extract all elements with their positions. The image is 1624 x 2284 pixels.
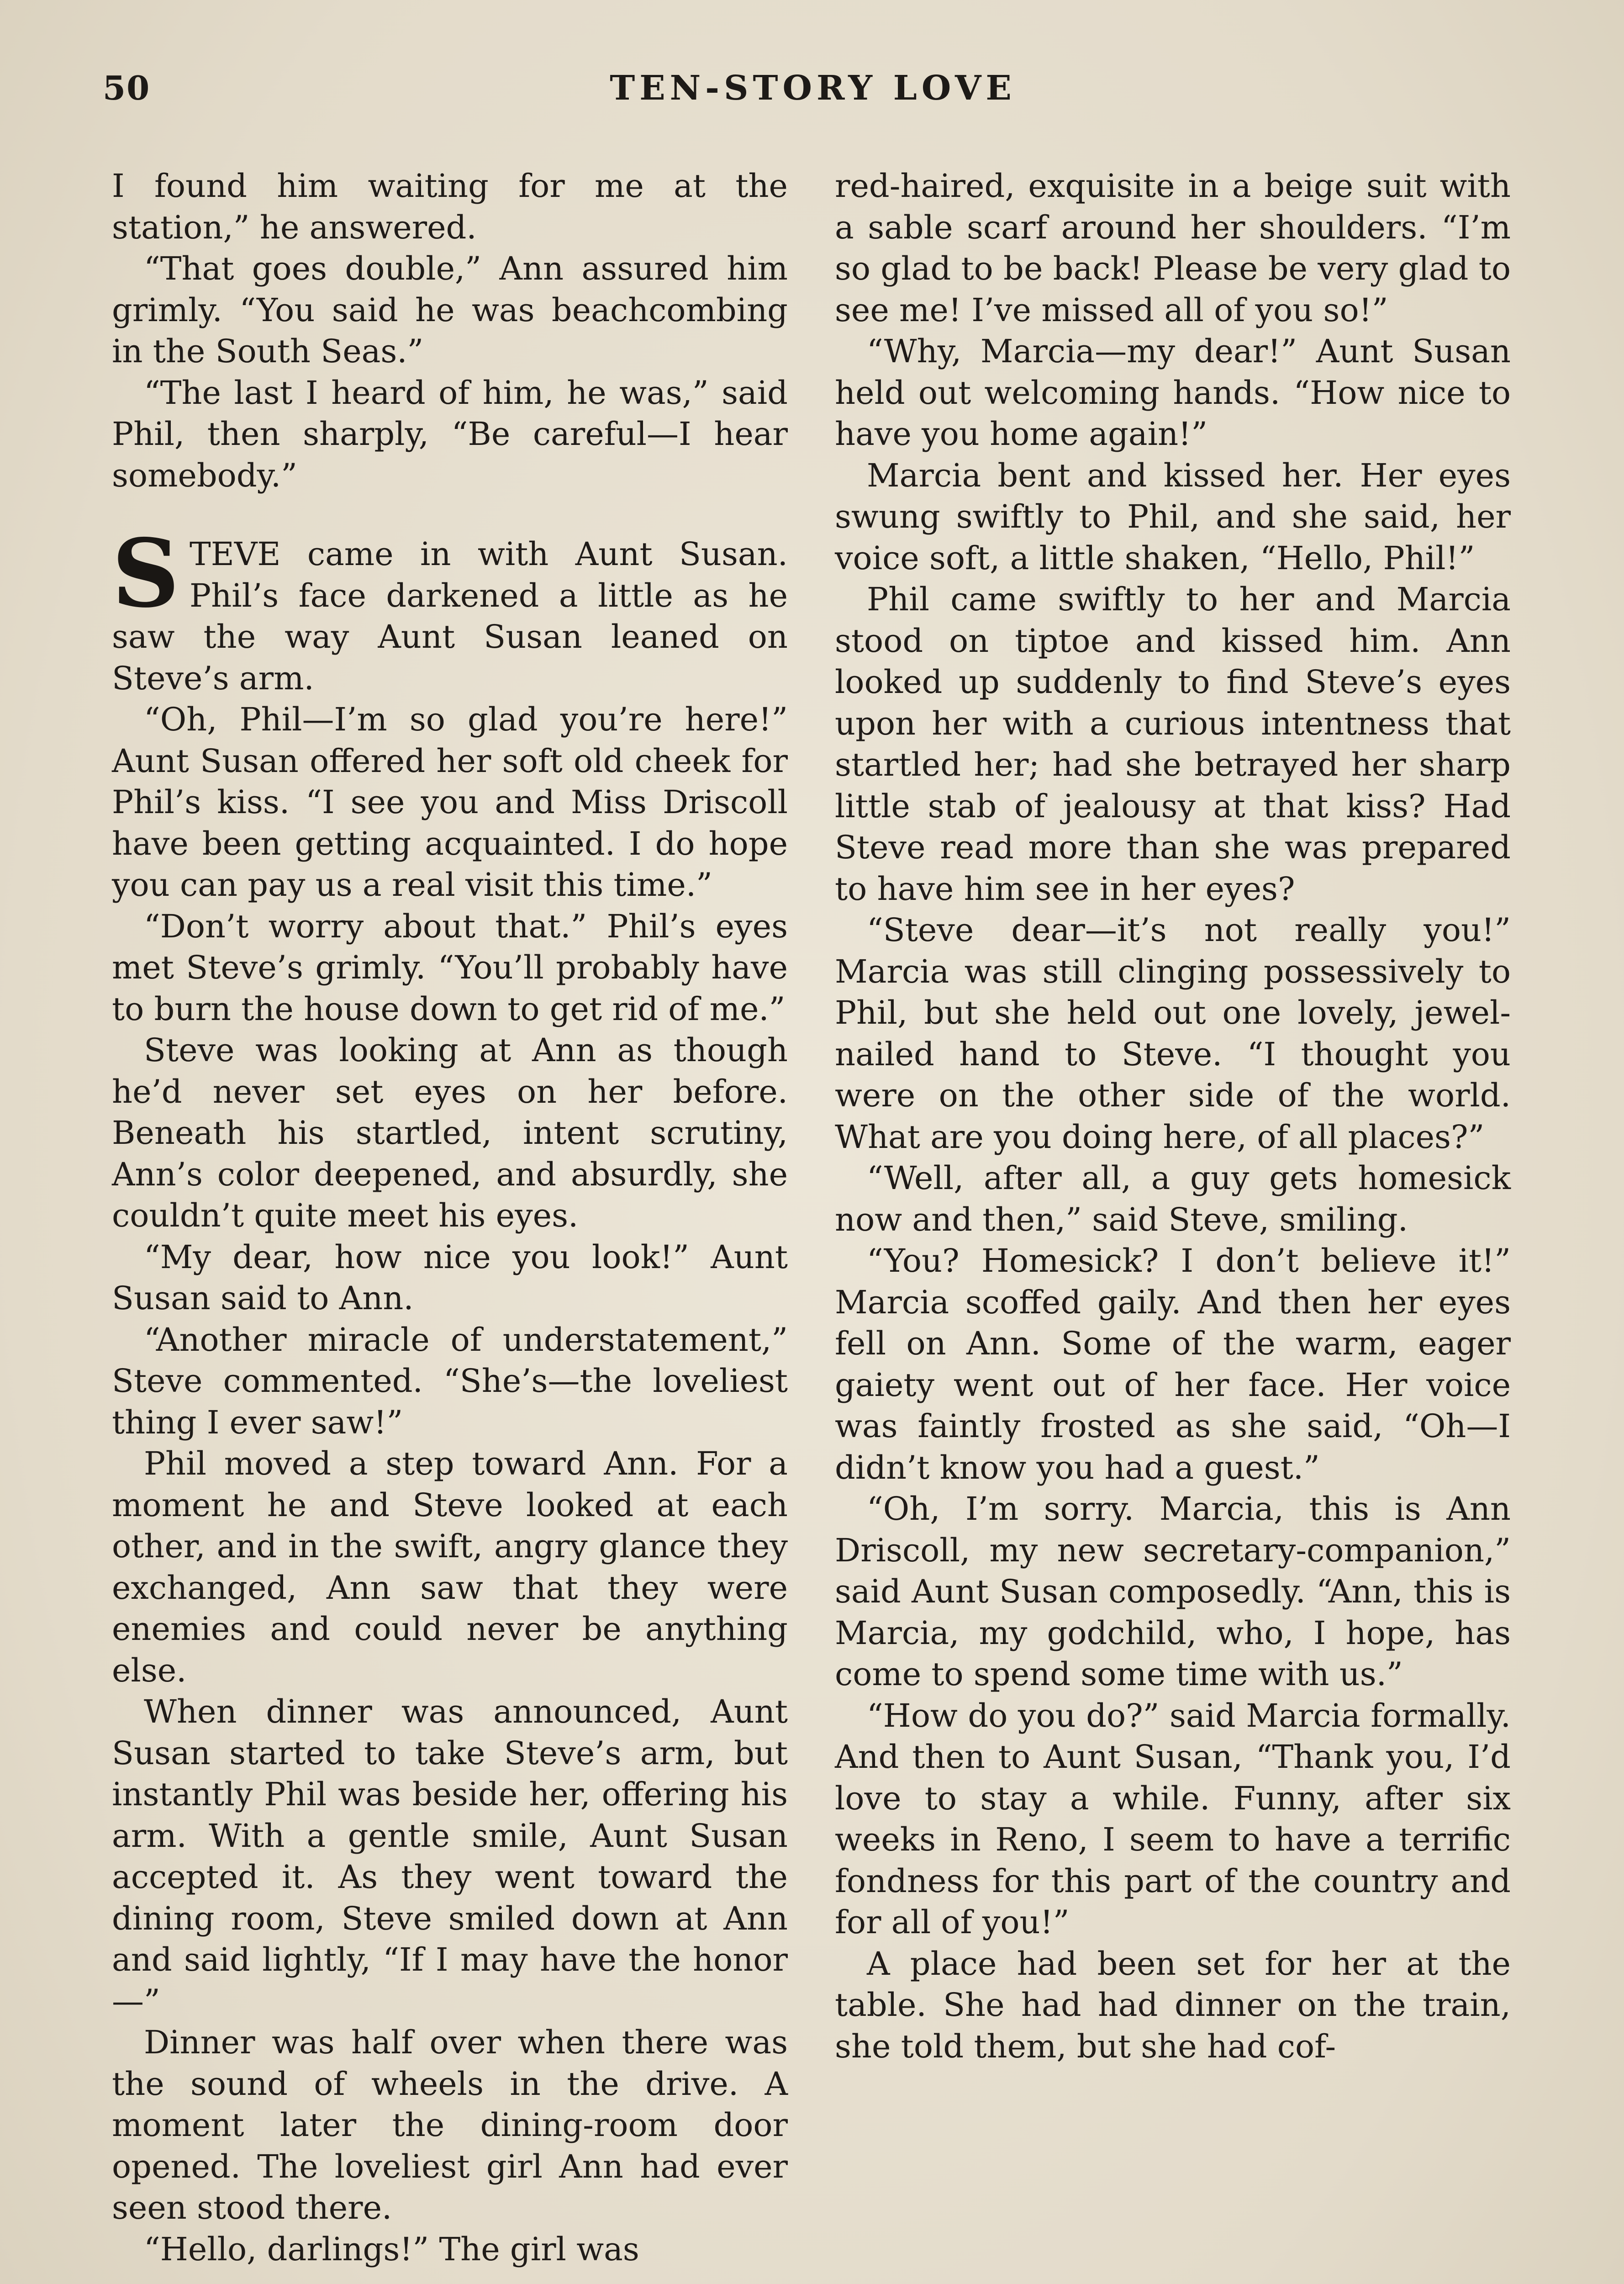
paragraph: “Hello, darlings!” The girl was — [144, 2230, 639, 2268]
paragraph: “The last I heard of him, he was,” said Phil, then sharply, “Be careful—I hear somebody.” — [112, 374, 788, 494]
drop-cap: S — [112, 519, 180, 629]
paragraph: “How do you do?” said Marcia formally. And then to Aunt Susan, “Thank you, I’d love to stay a while. Funny, after six weeks in Reno, I seem to have a terrific fondness for this part of the country and for all of you!” — [835, 1697, 1511, 1941]
paragraph: Dinner was half over when there was the sound of wheels in the drive. A moment later the dining-room door opened. The loveliest girl Ann had ever seen stood there. — [112, 2024, 788, 2226]
left-column — [112, 165, 788, 2270]
paragraph: Phil moved a step toward Ann. For a moment he and Steve looked at each other, and in the swift, angry glance they exchanged, Ann saw that they were enemies and could never be anything else. — [112, 1445, 788, 1689]
paragraph: Phil came swiftly to her and Marcia stood on tiptoe and kissed him. Ann looked up suddenly to find Steve’s eyes upon her with a curious intentness that startled her; had she betrayed her sharp little stab of jealousy at that kiss? Had Steve read more than she was prepared to have him see in her eyes? — [835, 581, 1511, 908]
page-header — [0, 69, 1624, 132]
paragraph: “Well, after all, a guy gets homesick now and then,” said Steve, smiling. — [835, 1159, 1511, 1238]
paragraph: When dinner was announced, Aunt Susan started to take Steve’s arm, but instantly Phil was beside her, offering his arm. With a gentle smile, Aunt Susan accepted it. As they went toward the dining room, Steve smiled down at Ann and said lightly, “If I may have the honor—” — [112, 1693, 788, 2020]
paragraph: “You? Homesick? I don’t believe it!” Marcia scoffed gaily. And then her eyes fell on Ann. Some of the warm, eager gaiety went out of her face. Her voice was faintly frosted as she said, “Oh—I didn’t know you had a guest.” — [835, 1242, 1511, 1486]
section-opening-paragraph — [112, 519, 788, 699]
paragraph: “Why, Marcia—my dear!” Aunt Susan held out welcoming hands. “How nice to have you home again!” — [835, 333, 1511, 453]
paragraph: “Another miracle of understatement,” Steve commented. “She’s—the loveliest thing I ever saw!” — [112, 1321, 788, 1441]
paragraph: Steve was looking at Ann as though he’d never set eyes on her before. Beneath his startled, intent scrutiny, Ann’s color deepened, and absurdly, she couldn’t quite meet his eyes. — [112, 1031, 788, 1234]
paragraph: I found him waiting for me at the station,” he answered. — [112, 167, 788, 246]
paragraph: A place had been set for her at the table. She had had dinner on the train, she told them, but she had cof- — [835, 1945, 1511, 2065]
paragraph: red-haired, exquisite in a beige suit with a sable scarf around her shoulders. “I’m so glad to be back! Please be very glad to see me! I’ve missed all of you so!” — [835, 167, 1511, 329]
paragraph: “That goes double,” Ann assured him grimly. “You said he was beachcombing in the South Seas.” — [112, 250, 788, 370]
paragraph: “Oh, I’m sorry. Marcia, this is Ann Driscoll, my new secretary-companion,” said Aunt Susan composedly. “Ann, this is Marcia, my godchild, who, I hope, has come to spend some time with us.” — [835, 1490, 1511, 1693]
page-number: 50 — [103, 69, 151, 107]
paragraph: Marcia bent and kissed her. Her eyes swung swiftly to Phil, and she said, her voice soft, a little shaken, “Hello, Phil!” — [835, 456, 1511, 577]
paragraph: “Don’t worry about that.” Phil’s eyes met Steve’s grimly. “You’ll probably have to burn the house down to get rid of me.” — [112, 907, 788, 1028]
paragraph: “Steve dear—it’s not really you!” Marcia was still clinging possessively to Phil, but she held out one lovely, jewel-nailed hand to Steve. “I thought you were on the other side of the world. What are you doing here, of all places?” — [835, 911, 1511, 1156]
right-column — [835, 165, 1511, 2067]
paragraph: “My dear, how nice you look!” Aunt Susan said to Ann. — [112, 1238, 788, 1317]
section-opening-text: TEVE came in with Aunt Susan. Phil’s face darkened a little as he saw the way Aunt Susan leaned on Steve’s arm. — [112, 535, 788, 697]
magazine-title: TEN-STORY LOVE — [610, 69, 1016, 108]
paragraph: “Oh, Phil—I’m so glad you’re here!” Aunt Susan offered her soft old cheek for Phil’s kiss. “I see you and Miss Driscoll have been getting acquainted. I do hope you can pay us a real visit this time.” — [112, 701, 788, 904]
